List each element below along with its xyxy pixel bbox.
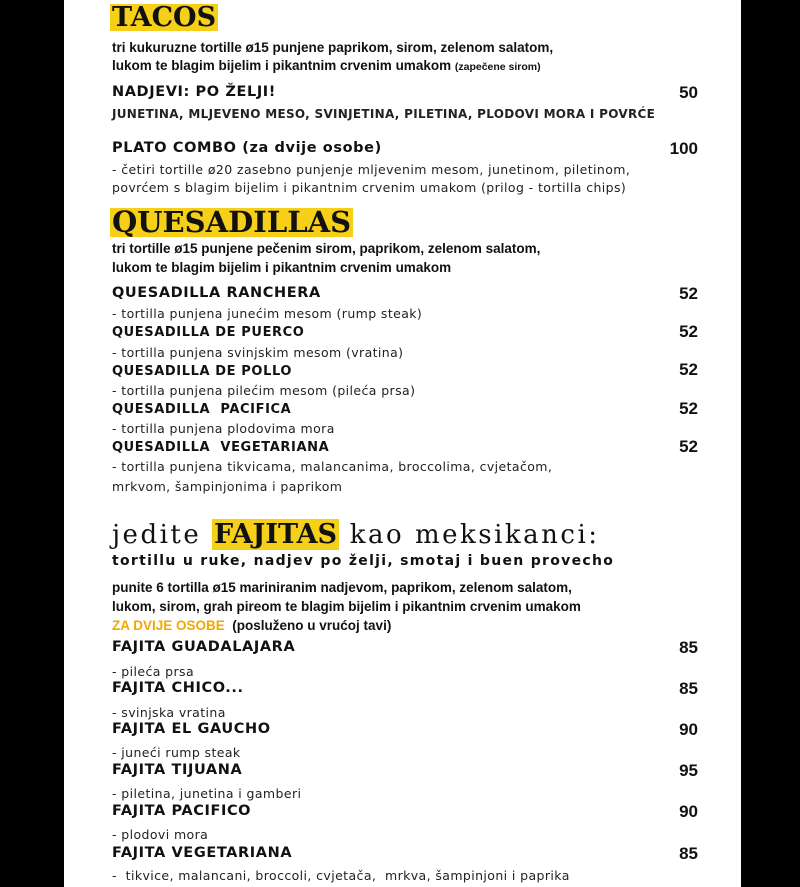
served-note: (posluženo u vrućoj tavi)	[232, 618, 392, 633]
menu-item-desc: - tortilla punjena svinjskim mesom (vratina)	[112, 345, 404, 360]
menu-item-name: QUESADILLA RANCHERA	[112, 285, 321, 301]
menu-item-price: 52	[679, 399, 698, 418]
menu-item-desc: - plodovi mora	[112, 827, 209, 842]
menu-item-price: 90	[679, 720, 698, 739]
quesadillas-intro-line1: tri tortille ø15 punjene pečenim sirom, paprikom, zelenom salatom,	[112, 241, 541, 256]
fajitas-intro-line1: punite 6 tortilla ø15 mariniranim nadjevom, paprikom, zelenom salatom,	[112, 580, 572, 595]
menu-item-desc: - tortilla punjena plodovima mora	[112, 421, 335, 436]
menu-item-desc: - tortilla punjena tikvicama, malancanima, broccolima, cvjetačom,	[112, 459, 553, 474]
fajitas-heading-post: kao meksikanci:	[349, 520, 600, 550]
menu-item-name: FAJITA TIJUANA	[112, 762, 243, 778]
fajitas-intro-line2: lukom, sirom, grah pireom te blagim bijelim i pikantnim crvenim umakom	[112, 599, 581, 614]
fajitas-heading-pre: jedite	[112, 520, 202, 550]
section-title-quesadillas: QUESADILLAS	[112, 205, 352, 239]
menu-item-price: 52	[679, 360, 698, 379]
fajitas-serving-note	[112, 618, 391, 633]
menu-item-desc: - juneći rump steak	[112, 745, 241, 760]
for-two-label: ZA DVIJE OSOBE	[112, 618, 225, 633]
menu-item-price: 85	[679, 844, 698, 863]
fajitas-subheading: tortillu u ruke, nadjev po želji, smotaj i buen provecho	[112, 553, 615, 569]
menu-item-name: FAJITA GUADALAJARA	[112, 639, 296, 655]
tacos-intro-line1: tri kukuruzne tortille ø15 punjene paprikom, sirom, zelenom salatom,	[112, 40, 554, 55]
menu-item-name: FAJITA CHICO...	[112, 680, 244, 696]
menu-item-name: NADJEVI: PO ŽELJI!	[112, 84, 277, 100]
tacos-intro-text: lukom te blagim bijelim i pikantnim crvenim umakom	[112, 58, 452, 73]
menu-item-desc: JUNETINA, MLJEVENO MESO, SVINJETINA, PILETINA, PLODOVI MORA I POVRĆE	[112, 107, 656, 121]
menu-item-desc: mrkvom, šampinjonima i paprikom	[112, 479, 343, 494]
menu-item-name: QUESADILLA DE POLLO	[112, 364, 293, 379]
menu-item-name: PLATO COMBO (za dvije osobe)	[112, 140, 382, 156]
menu-item-desc: - svinjska vratina	[112, 705, 226, 720]
tacos-intro-note: (zapečene sirom)	[454, 61, 541, 73]
section-title-fajitas: FAJITAS	[214, 519, 338, 550]
menu-item-desc: - pileća prsa	[112, 664, 195, 679]
menu-item-name: QUESADILLA VEGETARIANA	[112, 440, 330, 455]
menu-item-desc: - tortilla punjena junećim mesom (rump steak)	[112, 306, 423, 321]
menu-item-name: FAJITA PACIFICO	[112, 803, 252, 819]
menu-item-desc: - piletina, junetina i gamberi	[112, 786, 302, 801]
menu-item-price: 52	[679, 437, 698, 456]
section-title-tacos: TACOS	[112, 2, 217, 33]
menu-item-price: 100	[669, 139, 698, 158]
menu-item-price: 52	[679, 322, 698, 341]
menu-item-price: 85	[679, 638, 698, 657]
menu-item-desc: - tikvice, malancani, broccoli, cvjetača, mrkva, šampinjoni i paprika	[112, 868, 570, 883]
menu-item-price: 50	[679, 83, 698, 102]
menu-item-name: FAJITA EL GAUCHO	[112, 721, 271, 737]
menu-item-desc: - tortilla punjena pilećim mesom (pileća prsa)	[112, 383, 416, 398]
menu-page	[64, 0, 741, 887]
menu-item-price: 95	[679, 761, 698, 780]
menu-item-price: 90	[679, 802, 698, 821]
menu-item-name: FAJITA VEGETARIANA	[112, 845, 293, 861]
menu-item-desc: povrćem s blagim bijelim i pikantnim crvenim umakom (prilog - tortilla chips)	[112, 180, 627, 195]
menu-item-price: 52	[679, 284, 698, 303]
menu-item-desc: - četiri tortille ø20 zasebno punjenje mljevenim mesom, junetinom, piletinom,	[112, 162, 631, 177]
tacos-intro-line2	[112, 58, 541, 73]
quesadillas-intro-line2: lukom te blagim bijelim i pikantnim crvenim umakom	[112, 260, 452, 275]
menu-item-name: QUESADILLA DE PUERCO	[112, 325, 305, 340]
fajitas-heading	[112, 520, 600, 550]
menu-item-name: QUESADILLA PACIFICA	[112, 402, 292, 417]
menu-item-price: 85	[679, 679, 698, 698]
